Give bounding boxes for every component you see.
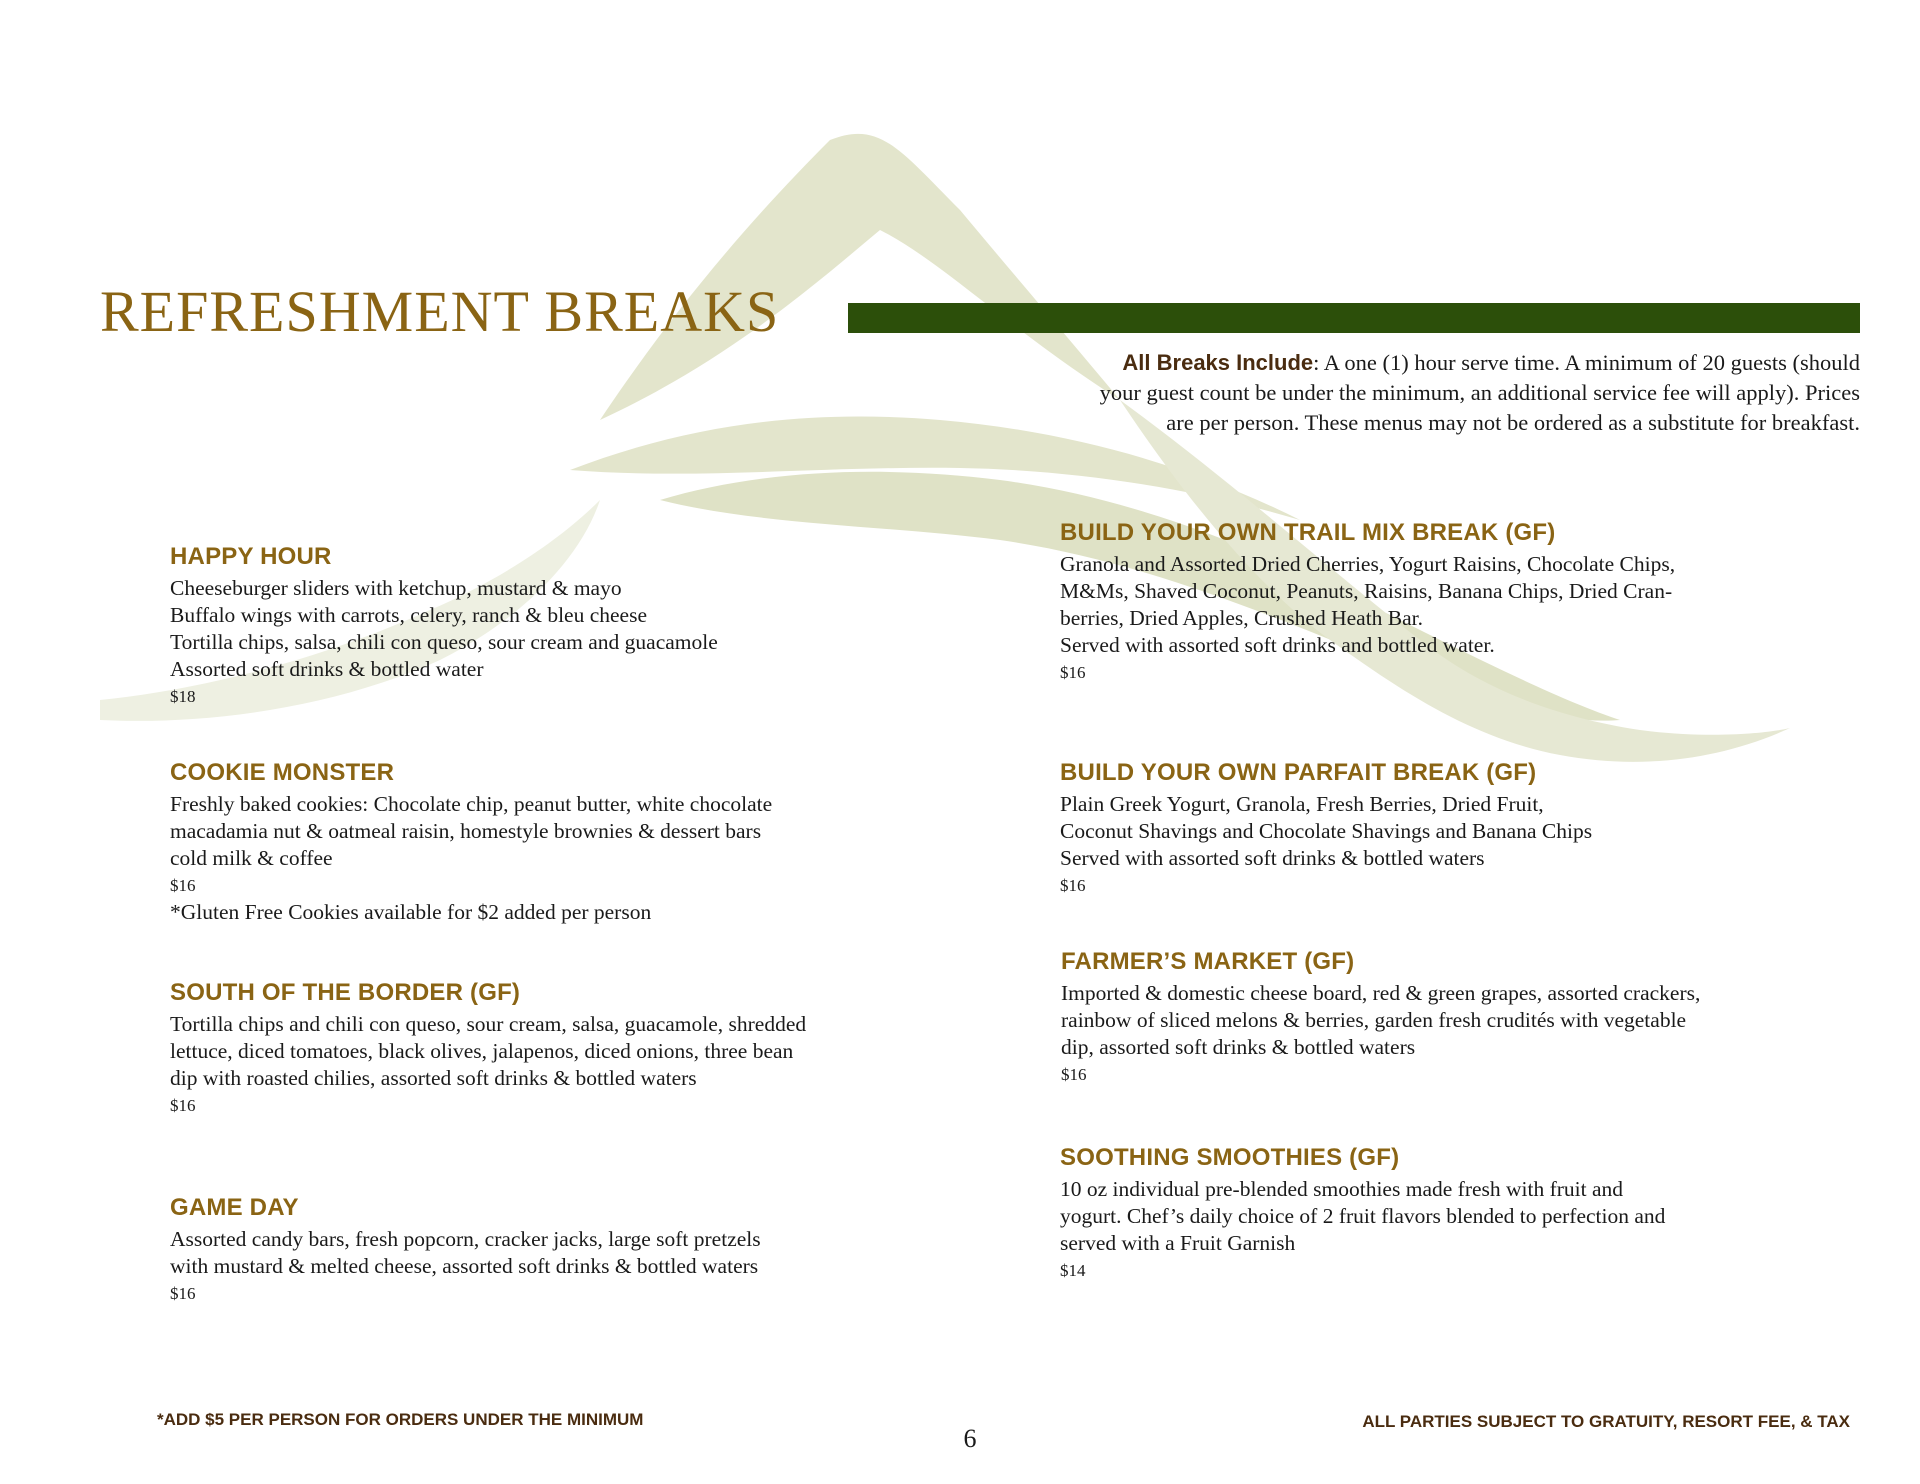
item-line: Served with assorted soft drinks & bottled waters bbox=[1060, 846, 1485, 870]
price: $16 bbox=[1060, 876, 1086, 895]
item-line: berries, Dried Apples, Crushed Heath Bar. bbox=[1060, 606, 1424, 630]
item-line: Assorted soft drinks & bottled water bbox=[170, 657, 484, 681]
price: $16 bbox=[170, 1096, 196, 1115]
item-line: lettuce, diced tomatoes, black olives, jalapenos, diced onions, three bean bbox=[170, 1039, 794, 1063]
section-heading: SOUTH OF THE BORDER (GF) bbox=[170, 979, 521, 1006]
section-heading: HAPPY HOUR bbox=[170, 543, 332, 570]
section-heading: BUILD YOUR OWN PARFAIT BREAK (GF) bbox=[1060, 759, 1537, 786]
footer-minimum-note: *ADD $5 PER PERSON FOR ORDERS UNDER THE MINIMUM bbox=[157, 1410, 644, 1429]
item-line: cold milk & coffee bbox=[170, 846, 333, 870]
price: $18 bbox=[170, 687, 196, 706]
page-title: REFRESHMENT BREAKS bbox=[100, 279, 780, 344]
intro-paragraph bbox=[970, 348, 1860, 438]
item-line: yogurt. Chef’s daily choice of 2 fruit flavors blended to perfection and bbox=[1060, 1204, 1666, 1228]
menu-section-south-of-the-border bbox=[170, 978, 806, 1119]
menu-section-smoothies bbox=[1060, 1143, 1665, 1284]
item-line: Granola and Assorted Dried Cherries, Yogurt Raisins, Chocolate Chips, bbox=[1060, 552, 1676, 576]
item-line: macadamia nut & oatmeal raisin, homestyle brownies & dessert bars bbox=[170, 819, 762, 843]
item-line: 10 oz individual pre-blended smoothies made fresh with fruit and bbox=[1060, 1177, 1624, 1201]
item-note: *Gluten Free Cookies available for $2 added per person bbox=[170, 900, 652, 924]
item-line: Tortilla chips, salsa, chili con queso, sour cream and guacamole bbox=[170, 630, 718, 654]
item-line: Cheeseburger sliders with ketchup, mustard & mayo bbox=[170, 576, 622, 600]
title-rule bbox=[848, 303, 1860, 333]
section-heading: COOKIE MONSTER bbox=[170, 759, 395, 786]
page-number: 6 bbox=[963, 1424, 977, 1453]
item-line: M&Ms, Shaved Coconut, Peanuts, Raisins, Banana Chips, Dried Cran- bbox=[1060, 579, 1673, 603]
menu-section-cookie-monster bbox=[170, 758, 772, 926]
menu-section-parfait bbox=[1060, 758, 1592, 899]
section-heading: BUILD YOUR OWN TRAIL MIX BREAK (GF) bbox=[1060, 519, 1556, 546]
item-line: Plain Greek Yogurt, Granola, Fresh Berries, Dried Fruit, bbox=[1060, 792, 1544, 816]
section-heading: GAME DAY bbox=[170, 1194, 299, 1221]
footer-gratuity-note: ALL PARTIES SUBJECT TO GRATUITY, RESORT FEE, & TAX bbox=[1362, 1412, 1850, 1431]
item-line: dip, assorted soft drinks & bottled waters bbox=[1061, 1035, 1416, 1059]
item-line: served with a Fruit Garnish bbox=[1060, 1231, 1296, 1255]
intro-lead: All Breaks Include bbox=[1122, 350, 1314, 375]
price: $14 bbox=[1060, 1261, 1086, 1280]
menu-section-farmers-market bbox=[1061, 947, 1700, 1088]
item-line: Coconut Shavings and Chocolate Shavings and Banana Chips bbox=[1060, 819, 1593, 843]
intro-line: your guest count be under the minimum, an additional service fee will apply). Prices bbox=[1099, 380, 1860, 405]
menu-section-game-day bbox=[170, 1193, 761, 1307]
menu-section-trail-mix bbox=[1060, 518, 1675, 686]
price: $16 bbox=[170, 876, 196, 895]
item-line: Tortilla chips and chili con queso, sour cream, salsa, guacamole, shredded bbox=[170, 1012, 807, 1036]
item-line: with mustard & melted cheese, assorted soft drinks & bottled waters bbox=[170, 1254, 759, 1278]
menu-section-happy-hour bbox=[170, 542, 718, 710]
intro-line: are per person. These menus may not be ordered as a substitute for breakfast. bbox=[1166, 410, 1860, 435]
item-line: Assorted candy bars, fresh popcorn, cracker jacks, large soft pretzels bbox=[170, 1227, 761, 1251]
item-line: Freshly baked cookies: Chocolate chip, peanut butter, white chocolate bbox=[170, 792, 773, 816]
item-line: Buffalo wings with carrots, celery, ranch & bleu cheese bbox=[170, 603, 648, 627]
section-heading: FARMER’S MARKET (GF) bbox=[1061, 948, 1355, 975]
price: $16 bbox=[170, 1284, 196, 1303]
item-line: Served with assorted soft drinks and bottled water. bbox=[1060, 633, 1495, 657]
item-line: Imported & domestic cheese board, red & green grapes, assorted crackers, bbox=[1061, 981, 1701, 1005]
intro-line: : A one (1) hour serve time. A minimum of 20 guests (should bbox=[1313, 350, 1860, 375]
item-line: dip with roasted chilies, assorted soft drinks & bottled waters bbox=[170, 1066, 697, 1090]
item-line: rainbow of sliced melons & berries, garden fresh crudités with vegetable bbox=[1061, 1008, 1687, 1032]
price: $16 bbox=[1060, 663, 1086, 682]
price: $16 bbox=[1061, 1065, 1087, 1084]
section-heading: SOOTHING SMOOTHIES (GF) bbox=[1060, 1144, 1400, 1171]
